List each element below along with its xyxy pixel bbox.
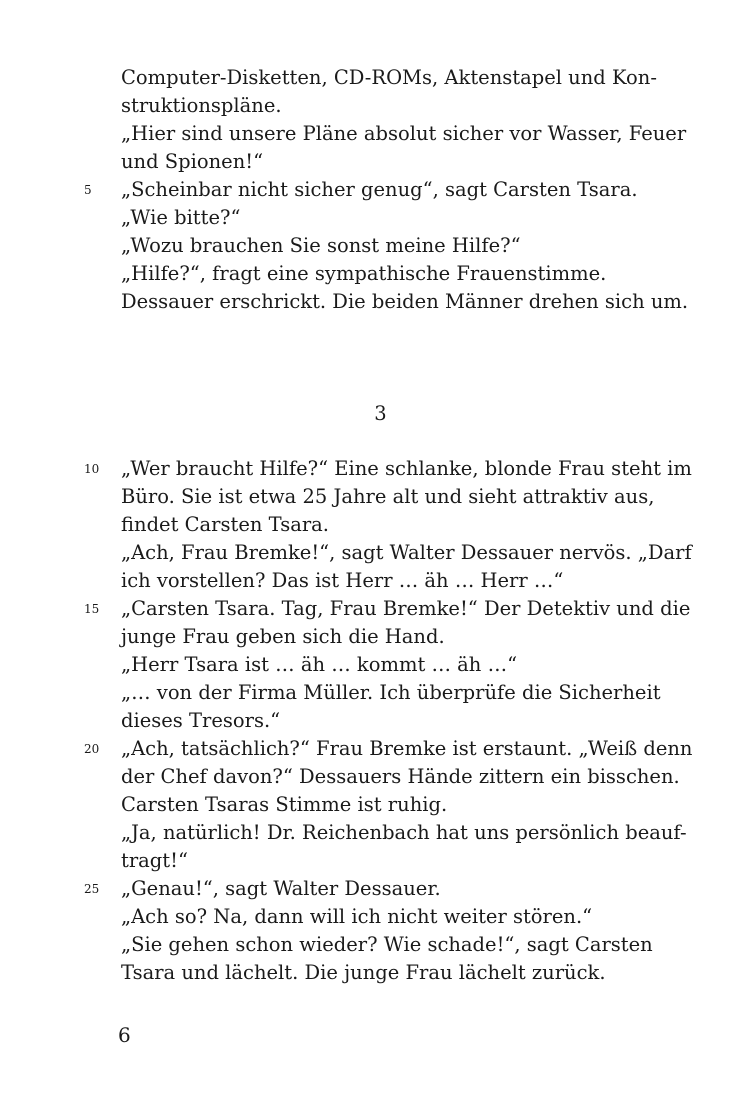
line-text: junge Frau geben sich die Hand.	[121, 625, 445, 648]
text-line	[121, 120, 687, 148]
text-line	[84, 595, 691, 623]
line-text: ich vorstellen? Das ist Herr … äh … Herr …“	[121, 569, 564, 592]
text-line	[121, 511, 640, 539]
line-text: „Wozu brauchen Sie sonst meine Hilfe?“	[121, 234, 521, 257]
line-text: Büro. Sie ist etwa 25 Jahre alt und sieht attraktiv aus,	[121, 485, 655, 508]
line-text: „Carsten Tsara. Tag, Frau Bremke!“ Der Detektiv und die	[121, 597, 691, 620]
line-text: „… von der Firma Müller. Ich überprüfe die Sicherheit	[121, 681, 661, 704]
line-text: „Wie bitte?“	[121, 206, 241, 229]
text-line	[121, 539, 692, 567]
text-line	[121, 148, 640, 176]
line-text: Carsten Tsaras Stimme ist ruhig.	[121, 793, 448, 816]
text-line	[121, 232, 640, 260]
line-text: struktionspläne.	[121, 94, 282, 117]
line-text: Computer-Disketten, CD-ROMs, Aktenstapel und Kon-	[121, 66, 657, 89]
line-text: „Sie gehen schon wieder? Wie schade!“, sagt Carsten	[121, 933, 653, 956]
text-line	[84, 735, 693, 763]
text-line	[121, 959, 640, 987]
text-line	[121, 64, 657, 92]
line-number: 20	[84, 742, 100, 756]
text-block-chapter	[84, 455, 693, 987]
line-number: 5	[84, 183, 92, 197]
text-line	[84, 455, 692, 483]
text-line	[121, 763, 680, 791]
line-text: „Herr Tsara ist … äh … kommt … äh …“	[121, 653, 518, 676]
text-line	[121, 288, 689, 316]
text-line	[121, 623, 640, 651]
text-line	[121, 819, 687, 847]
line-text: „Ach so? Na, dann will ich nicht weiter stören.“	[121, 905, 593, 928]
line-text: dieses Tresors.“	[121, 709, 281, 732]
line-text: und Spionen!“	[121, 150, 264, 173]
line-text: „Ach, Frau Bremke!“, sagt Walter Dessauer nervös. „Darf	[121, 541, 692, 564]
text-line	[121, 260, 640, 288]
line-text: „Hilfe?“, fragt eine sympathische Frauenstimme.	[121, 262, 607, 285]
text-line	[84, 875, 640, 903]
text-line	[84, 176, 640, 204]
page-number: 6	[118, 1023, 131, 1047]
text-line	[121, 931, 653, 959]
line-text: „Ach, tatsächlich?“ Frau Bremke ist erstaunt. „Weiß denn	[121, 737, 693, 760]
line-text: „Hier sind unsere Pläne absolut sicher vor Wasser, Feuer	[121, 122, 687, 145]
text-block-top	[84, 64, 689, 316]
line-text: „Wer braucht Hilfe?“ Eine schlanke, blonde Frau steht im	[121, 457, 692, 480]
text-line	[121, 204, 640, 232]
line-text: Tsara und lächelt. Die junge Frau lächelt zurück.	[121, 961, 606, 984]
line-text: „Scheinbar nicht sicher genug“, sagt Carsten Tsara.	[121, 178, 638, 201]
line-text: Dessauer erschrickt. Die beiden Männer drehen sich um.	[121, 290, 689, 313]
text-line	[121, 92, 640, 120]
line-text: „Ja, natürlich! Dr. Reichenbach hat uns persönlich beauf-	[121, 821, 687, 844]
text-line	[121, 847, 640, 875]
text-line	[121, 679, 661, 707]
text-line	[121, 651, 640, 679]
line-text: „Genau!“, sagt Walter Dessauer.	[121, 877, 441, 900]
line-text: der Chef davon?“ Dessauers Hände zittern ein bisschen.	[121, 765, 680, 788]
text-line	[121, 707, 640, 735]
text-line	[121, 567, 640, 595]
line-number: 10	[84, 462, 100, 476]
line-text: findet Carsten Tsara.	[121, 513, 329, 536]
text-line	[121, 791, 640, 819]
text-line	[121, 903, 640, 931]
line-number: 25	[84, 882, 100, 896]
line-number: 15	[84, 602, 100, 616]
text-line	[121, 483, 655, 511]
chapter-number: 3	[374, 402, 387, 425]
line-text: tragt!“	[121, 849, 188, 872]
